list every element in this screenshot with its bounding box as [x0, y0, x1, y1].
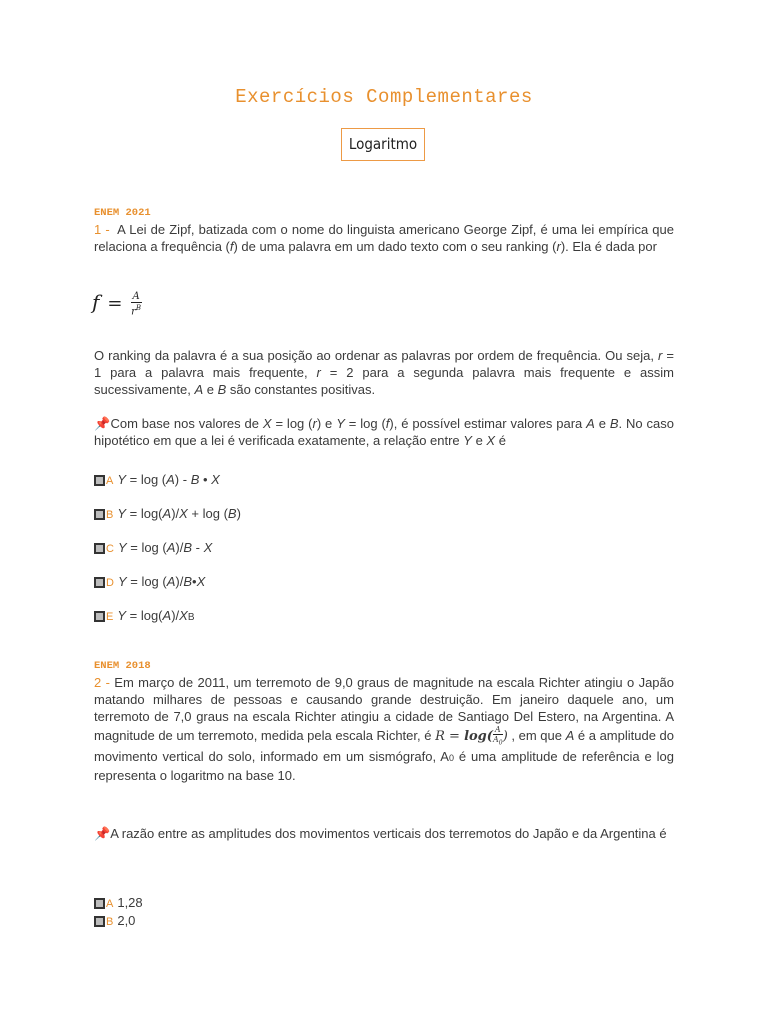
checkbox-icon[interactable] — [94, 611, 105, 622]
formula-num: A — [132, 291, 140, 303]
checkbox-icon[interactable] — [94, 916, 105, 927]
richter-formula: R = log( $\frac{A}{A_0}$ ) — [435, 725, 508, 747]
pin-icon: 📌 — [94, 826, 111, 841]
q2-option-b[interactable]: B 2,0 — [94, 913, 135, 928]
q1-question: 📌Com base nos valores de X = log (r) e Y = log (f), é possível estimar valores para A e B. No caso hipotético em que a lei é verificada exatamente, a relação entre Y e X é — [94, 416, 674, 448]
q2-question: 📌A razão entre as amplitudes dos movimentos verticais dos terremotos do Japão e da Argentina é — [94, 826, 667, 841]
q1-intro: 1 - A Lei de Zipf, batizada com o nome do linguista americano George Zipf, é uma lei empírica que relaciona a frequência (f) de uma palavra em um dado texto com o seu ranking (r). Ela é dada por — [94, 222, 674, 254]
q1-option-a[interactable]: A Y = log (A) - B • X — [94, 472, 220, 487]
q2-source: ENEM 2018 — [94, 660, 151, 672]
q1-option-c[interactable]: C Y = log (A)/B - X — [94, 540, 212, 555]
q1-option-b[interactable]: B Y = log(A)/X + log (B) — [94, 506, 241, 521]
section-title: Logaritmo — [341, 128, 425, 161]
checkbox-icon[interactable] — [94, 898, 105, 909]
zipf-formula — [92, 290, 142, 318]
q2-intro: 2 - Em março de 2011, um terremoto de 9,0 graus de magnitude na escala Richter atingiu o Japão matando milhares de pessoas e causando grande destruição. Em janeiro daquele ano, um terremoto de 7,0 graus na escala Richter atingiu a cidade de Santiago Del Estero, na Argentina. A magnitude de um terremoto, medida pela escala Richter, é R = log( $\frac{A}{A_0}$ ) , em que A é a amplitude do movimento vertical do solo, informado em um sismógrafo, A0 é uma amplitude de referência e log representa o logaritmo na base 10. — [94, 675, 675, 783]
checkbox-icon[interactable] — [94, 543, 105, 554]
checkbox-icon[interactable] — [94, 509, 105, 520]
pin-icon: 📌 — [94, 416, 111, 431]
q1-number: 1 - — [94, 222, 110, 237]
q1-option-d[interactable]: D Y = log (A)/B•X — [94, 574, 205, 589]
q2-option-a[interactable]: A 1,28 — [94, 895, 143, 910]
checkbox-icon[interactable] — [94, 577, 105, 588]
page-title: Exercícios Complementares — [235, 86, 533, 108]
q2-number: 2 - — [94, 675, 110, 690]
q1-para2: O ranking da palavra é a sua posição ao ordenar as palavras por ordem de frequência. Ou seja, r = 1 para a palavra mais frequente, r = 2 para a segunda palavra mais frequente e assim sucessivamente, A e B são constantes positivas. — [94, 348, 675, 397]
q1-option-e[interactable]: E Y = log(A)/XB — [94, 608, 194, 623]
formula-lhs: f — [92, 290, 100, 314]
checkbox-icon[interactable] — [94, 475, 105, 486]
formula-den: r — [131, 306, 136, 318]
formula-eq: = — [107, 293, 123, 314]
q1-source: ENEM 2021 — [94, 207, 151, 219]
formula-exp: B — [135, 304, 142, 313]
